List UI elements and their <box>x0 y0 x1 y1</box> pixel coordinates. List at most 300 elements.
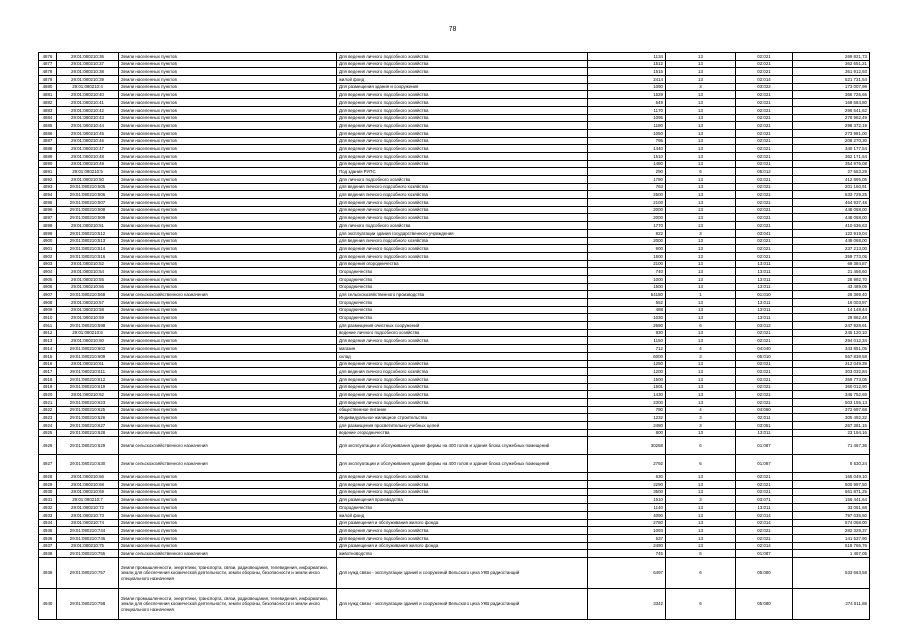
area-cell: 1510 <box>588 152 666 160</box>
area-cell: 488 <box>588 306 666 314</box>
land-category-cell: Земли промышленности, энергетики, транспорта, связи, радиовещания, телевидения, информатики, земли для обеспечения космической деятельности, земли обороны, безопасности и земли иного специального назначения <box>119 557 337 588</box>
cadastral-number-cell: 29:01:080210:38 <box>57 68 119 76</box>
land-category-cell: Земли населенных пунктов <box>119 527 337 535</box>
table-row <box>39 496 870 504</box>
cadastral-number-cell: 29:01:080210:61 <box>57 360 119 368</box>
permitted-use-cell: животноводство <box>337 550 588 558</box>
permitted-use-cell: Для ведения личного подсобного хозяйства <box>337 398 588 406</box>
row-number-cell: 4936 <box>39 534 57 542</box>
land-category-cell: Земли населенных пунктов <box>119 299 337 307</box>
row-number-cell: 4880 <box>39 83 57 91</box>
permitted-use-cell: Для нужд связи - эксплуатации зданий и сооружений Вельского цеха УКВ радиостанций <box>337 557 588 588</box>
cadastral-value-cell: 23 194,16 <box>793 429 870 437</box>
group-cell: 13 <box>666 129 736 137</box>
table-row <box>39 511 870 519</box>
permitted-use-cell: Огородничество <box>337 306 588 314</box>
row-number-cell: 4885 <box>39 122 57 130</box>
use-code-cell: 13:011 <box>736 306 793 314</box>
row-number-cell: 4895 <box>39 199 57 207</box>
land-category-cell: Земли сельскохозяйственного назначения <box>119 437 337 455</box>
cadastral-value-cell: 1 467,05 <box>793 550 870 558</box>
cadastral-value-cell: 343 851,05 <box>793 345 870 353</box>
land-category-cell: Земли населенных пунктов <box>119 368 337 376</box>
table-row <box>39 422 870 430</box>
table-row <box>39 345 870 353</box>
land-category-cell: Земли населенных пунктов <box>119 176 337 184</box>
land-category-cell: Земли населенных пунктов <box>119 53 337 61</box>
use-code-cell: 02:021 <box>736 337 793 345</box>
table-row <box>39 588 870 619</box>
land-category-cell: Земли населенных пунктов <box>119 222 337 230</box>
area-cell: 1095 <box>588 114 666 122</box>
land-category-cell: Земли населенных пунктов <box>119 252 337 260</box>
land-category-cell: Земли населенных пунктов <box>119 398 337 406</box>
group-cell: 13 <box>666 283 736 291</box>
group-cell: 13 <box>666 391 736 399</box>
use-code-cell: 02:011 <box>736 414 793 422</box>
group-cell: 1 <box>666 291 736 299</box>
row-number-cell: 4939 <box>39 557 57 588</box>
land-category-cell: Земли промышленности, энергетики, транспорта, связи, радиовещания, телевидения, информатики, земли для обеспечения космической деятельности, земли обороны, безопасности и земли иного специального назначения <box>119 588 337 619</box>
land-category-cell: Земли населенных пунктов <box>119 206 337 214</box>
table-row <box>39 314 870 322</box>
cadastral-number-cell: 29:01:080210:755 <box>57 550 119 558</box>
cadastral-value-cell: 661 871,25 <box>793 488 870 496</box>
permitted-use-cell: Для ведения личного подсобного хозяйства <box>337 199 588 207</box>
land-category-cell: Земли населенных пунктов <box>119 391 337 399</box>
permitted-use-cell: Для ведения личного подсобного хозяйства <box>337 488 588 496</box>
permitted-use-cell: Для ведения личного подсобного хозяйства <box>337 129 588 137</box>
use-code-cell: 13:011 <box>736 260 793 268</box>
use-code-cell: 03:012 <box>736 322 793 330</box>
group-cell: 13 <box>666 245 736 253</box>
row-number-cell: 4915 <box>39 352 57 360</box>
use-code-cell: 02:021 <box>736 488 793 496</box>
row-number-cell: 4917 <box>39 368 57 376</box>
cadastral-number-cell: 29:01:080210:52 <box>57 260 119 268</box>
use-code-cell: 02:021 <box>736 398 793 406</box>
cadastral-number-cell: 29:01:080210:59 <box>57 314 119 322</box>
table-row <box>39 391 870 399</box>
permitted-use-cell: Для ведения личного подсобного хозяйства <box>337 122 588 130</box>
row-number-cell: 4897 <box>39 214 57 222</box>
permitted-use-cell: Для ведения личного подсобного хозяйства <box>337 160 588 168</box>
cadastral-value-cell: 298 372,19 <box>793 122 870 130</box>
cadastral-number-cell: 29:01:080210:619 <box>57 383 119 391</box>
area-cell: 1515 <box>588 68 666 76</box>
permitted-use-cell: Для ведения личного подсобного хозяйства <box>337 391 588 399</box>
cadastral-number-cell: 29:01:080210:40 <box>57 91 119 99</box>
cadastral-number-cell: 29:01:080210:746 <box>57 534 119 542</box>
use-code-cell: 02:021 <box>736 199 793 207</box>
permitted-use-cell: Для ведения личного подсобного хозяйства <box>337 137 588 145</box>
cadastral-number-cell: 29:01:080210:506 <box>57 191 119 199</box>
area-cell: 2290 <box>588 481 666 489</box>
use-code-cell: 02:021 <box>736 122 793 130</box>
table-row <box>39 375 870 383</box>
group-cell: 13 <box>666 237 736 245</box>
area-cell: 1134 <box>588 53 666 61</box>
permitted-use-cell: жилой фонд <box>337 76 588 84</box>
land-category-cell: Земли населенных пунктов <box>119 414 337 422</box>
row-number-cell: 4926 <box>39 437 57 455</box>
area-cell: 740 <box>588 268 666 276</box>
land-category-cell: Земли населенных пунктов <box>119 345 337 353</box>
row-number-cell: 4881 <box>39 91 57 99</box>
row-number-cell: 4879 <box>39 76 57 84</box>
cadastral-number-cell: 29:01:080210:57 <box>57 299 119 307</box>
cadastral-number-cell: 29:01:080210:626 <box>57 414 119 422</box>
use-code-cell: 02:021 <box>736 360 793 368</box>
land-category-cell: Земли населенных пунктов <box>119 137 337 145</box>
permitted-use-cell: Для эксплуатации и обслуживания здания фермы на 400 голов и здания блока служебных помещений <box>337 455 588 473</box>
permitted-use-cell: для ведения личного подсобного хозяйства <box>337 191 588 199</box>
area-cell: 4090 <box>588 511 666 519</box>
table-row <box>39 322 870 330</box>
cadastral-number-cell: 29:01:080210:516 <box>57 252 119 260</box>
area-cell: 2480 <box>588 422 666 430</box>
group-cell: 13 <box>666 519 736 527</box>
row-number-cell: 4912 <box>39 329 57 337</box>
row-number-cell: 4909 <box>39 306 57 314</box>
cadastral-value-cell: 267 381,15 <box>793 422 870 430</box>
cadastral-value-cell: 359 773,05 <box>793 375 870 383</box>
permitted-use-cell: Огородничество <box>337 283 588 291</box>
area-cell: 1500 <box>588 252 666 260</box>
cadastral-number-cell: 29:01:080210:627 <box>57 422 119 430</box>
area-cell: 1170 <box>588 106 666 114</box>
land-category-cell: Земли населенных пунктов <box>119 245 337 253</box>
cadastral-number-cell: 29:01:080210:625 <box>57 406 119 414</box>
row-number-cell: 4905 <box>39 275 57 283</box>
land-category-cell: Земли населенных пунктов <box>119 481 337 489</box>
cadastral-number-cell: 29:01:080210:44 <box>57 122 119 130</box>
table-row <box>39 414 870 422</box>
group-cell: 13 <box>666 534 736 542</box>
row-number-cell: 4906 <box>39 283 57 291</box>
row-number-cell: 4899 <box>39 229 57 237</box>
cadastral-value-cell: 21 456,60 <box>793 268 870 276</box>
table-row <box>39 83 870 91</box>
use-code-cell: 02:021 <box>736 191 793 199</box>
land-category-cell: Земли населенных пунктов <box>119 260 337 268</box>
land-category-cell: Земли населенных пунктов <box>119 76 337 84</box>
cadastral-value-cell: 518 765,76 <box>793 542 870 550</box>
group-cell: 4 <box>666 406 736 414</box>
group-cell: 13 <box>666 275 736 283</box>
use-code-cell: 04:040 <box>736 345 793 353</box>
cadastral-value-cell: 69 384,87 <box>793 260 870 268</box>
table-row <box>39 455 870 473</box>
group-cell: 13 <box>666 398 736 406</box>
permitted-use-cell: Для эксплуатации и обслуживания здания фермы на 400 голов и здания блока служебных помещений <box>337 437 588 455</box>
land-category-cell: Земли сельскохозяйственного назначения <box>119 455 337 473</box>
cadastral-number-cell: 29:01:080210:46 <box>57 137 119 145</box>
cadastral-value-cell: 173 007,99 <box>793 83 870 91</box>
permitted-use-cell: для сельскохозяйственного производства <box>337 291 588 299</box>
group-cell: 13 <box>666 76 736 84</box>
group-cell: 6 <box>666 588 736 619</box>
use-code-cell: 02:021 <box>736 206 793 214</box>
table-row <box>39 406 870 414</box>
table-row <box>39 145 870 153</box>
group-cell: 13 <box>666 360 736 368</box>
group-cell: 13 <box>666 375 736 383</box>
table-row <box>39 229 870 237</box>
cadastral-number-cell: 29:01:080210:758 <box>57 588 119 619</box>
area-cell: 2000 <box>588 206 666 214</box>
permitted-use-cell: Для размещения производства <box>337 496 588 504</box>
use-code-cell: 01:010 <box>736 291 793 299</box>
use-code-cell: 03:041 <box>736 229 793 237</box>
row-number-cell: 4935 <box>39 527 57 535</box>
permitted-use-cell: магазин <box>337 345 588 353</box>
cadastral-number-cell: 29:01:080210:744 <box>57 527 119 535</box>
table-row <box>39 283 870 291</box>
group-cell: 13 <box>666 214 736 222</box>
use-code-cell: 05:080 <box>736 588 793 619</box>
row-number-cell: 4884 <box>39 114 57 122</box>
permitted-use-cell: Для размещения и обслуживания жилого фонда <box>337 542 588 550</box>
group-cell: 3 <box>666 414 736 422</box>
group-cell: 13 <box>666 429 736 437</box>
land-category-cell: Земли населенных пунктов <box>119 191 337 199</box>
land-category-cell: Земли населенных пунктов <box>119 473 337 481</box>
cadastral-value-cell: 366 726,66 <box>793 91 870 99</box>
cadastral-number-cell: 29:01:080210:66 <box>57 473 119 481</box>
group-cell: 13 <box>666 252 736 260</box>
use-code-cell: 02:021 <box>736 145 793 153</box>
use-code-cell: 05:080 <box>736 557 793 588</box>
permitted-use-cell: Огородничество <box>337 268 588 276</box>
permitted-use-cell: Для ведения личного подсобного хозяйства <box>337 206 588 214</box>
area-cell: 900 <box>588 245 666 253</box>
area-cell: 2690 <box>588 322 666 330</box>
land-category-cell: Земли сельскохозяйственного назначения <box>119 291 337 299</box>
cadastral-value-cell: 305 492,32 <box>793 414 870 422</box>
use-code-cell: 03:022 <box>736 83 793 91</box>
table-row <box>39 214 870 222</box>
cadastral-number-cell: 29:01:080210:58 <box>57 306 119 314</box>
group-cell: 3 <box>666 352 736 360</box>
use-code-cell: 04:060 <box>736 406 793 414</box>
area-cell: 1480 <box>588 160 666 168</box>
permitted-use-cell: Для ведения личного подсобного хозяйства <box>337 152 588 160</box>
group-cell: 13 <box>666 145 736 153</box>
cadastral-number-cell: 29:01:080210:623 <box>57 398 119 406</box>
area-cell: 2000 <box>588 214 666 222</box>
row-number-cell: 4908 <box>39 299 57 307</box>
table-row <box>39 329 870 337</box>
row-number-cell: 4910 <box>39 314 57 322</box>
use-code-cell: 02:021 <box>736 473 793 481</box>
cadastral-number-cell: 29:01:080210:50 <box>57 176 119 184</box>
group-cell: 13 <box>666 268 736 276</box>
land-category-cell: Земли населенных пунктов <box>119 214 337 222</box>
cadastral-value-cell: 156 441,64 <box>793 496 870 504</box>
land-category-cell: Земли населенных пунктов <box>119 60 337 68</box>
row-number-cell: 4907 <box>39 291 57 299</box>
land-category-cell: Земли населенных пунктов <box>119 268 337 276</box>
cadastral-number-cell: 29:01:080210:62 <box>57 391 119 399</box>
land-category-cell: Земли сельскохозяйственного назначения <box>119 550 337 558</box>
group-cell: 3 <box>666 229 736 237</box>
use-code-cell: 13:011 <box>736 268 793 276</box>
land-category-cell: Земли населенных пунктов <box>119 122 337 130</box>
group-cell: 13 <box>666 53 736 61</box>
row-number-cell: 4940 <box>39 588 57 619</box>
use-code-cell: 02:014 <box>736 519 793 527</box>
table-row <box>39 245 870 253</box>
group-cell: 6 <box>666 437 736 455</box>
cadastral-value-cell: 448 068,00 <box>793 214 870 222</box>
permitted-use-cell: Для ведения личного подсобного хозяйства <box>337 534 588 542</box>
permitted-use-cell: общественное питание <box>337 406 588 414</box>
area-cell: 1000 <box>588 275 666 283</box>
permitted-use-cell: Для ведения личного подсобного хозяйства <box>337 473 588 481</box>
use-code-cell: 02:021 <box>736 137 793 145</box>
cadastral-value-cell: 362 651,21 <box>793 60 870 68</box>
permitted-use-cell: Для ведения личного подсобного хозяйства <box>337 145 588 153</box>
land-category-cell: Земли населенных пунктов <box>119 183 337 191</box>
use-code-cell: 03:051 <box>736 422 793 430</box>
row-number-cell: 4931 <box>39 496 57 504</box>
table-row <box>39 53 870 61</box>
permitted-use-cell: Для ведения личного подсобного хозяйства <box>337 337 588 345</box>
cadastral-value-cell: 521 731,54 <box>793 76 870 84</box>
group-cell: 13 <box>666 68 736 76</box>
area-cell: 2500 <box>588 191 666 199</box>
land-category-cell: Земли населенных пунктов <box>119 229 337 237</box>
area-cell: 2490 <box>588 542 666 550</box>
land-category-cell: Земли населенных пунктов <box>119 422 337 430</box>
area-cell: 712 <box>588 345 666 353</box>
row-number-cell: 4876 <box>39 53 57 61</box>
use-code-cell: 13:011 <box>736 314 793 322</box>
group-cell: 13 <box>666 114 736 122</box>
area-cell: 1430 <box>588 391 666 399</box>
row-number-cell: 4882 <box>39 99 57 107</box>
land-category-cell: Земли населенных пунктов <box>119 519 337 527</box>
permitted-use-cell: ведение огородничества <box>337 429 588 437</box>
area-cell: 795 <box>588 137 666 145</box>
row-number-cell: 4894 <box>39 191 57 199</box>
land-category-cell: Земли населенных пунктов <box>119 375 337 383</box>
cadastral-number-cell: 29:01:080210:628 <box>57 429 119 437</box>
group-cell: 13 <box>666 314 736 322</box>
land-category-cell: Земли населенных пунктов <box>119 329 337 337</box>
permitted-use-cell: Для размещения здания и сооружения <box>337 83 588 91</box>
cadastral-number-cell: 29:01:080210:43 <box>57 114 119 122</box>
area-cell: 1050 <box>588 129 666 137</box>
table-row <box>39 519 870 527</box>
area-cell: 1150 <box>588 337 666 345</box>
area-cell: 1501 <box>588 383 666 391</box>
land-category-cell: Земли населенных пунктов <box>119 542 337 550</box>
group-cell: 13 <box>666 504 736 512</box>
area-cell: 54180 <box>588 291 666 299</box>
land-category-cell: Земли населенных пунктов <box>119 504 337 512</box>
area-cell: 290 <box>588 168 666 176</box>
table-row <box>39 91 870 99</box>
permitted-use-cell: Огородничество <box>337 275 588 283</box>
area-cell: 800 <box>588 429 666 437</box>
cadastral-number-cell: 29:01:080210:42 <box>57 106 119 114</box>
permitted-use-cell: Для ведения личного подсобного хозяйства <box>337 68 588 76</box>
cadastral-number-cell: 29:01:080210:568 <box>57 291 119 299</box>
cadastral-number-cell: 29:01:080210:4 <box>57 83 119 91</box>
area-cell: 2780 <box>588 519 666 527</box>
cadastral-number-cell: 29:01:080210:39 <box>57 76 119 84</box>
land-category-cell: Земли населенных пунктов <box>119 168 337 176</box>
table-row <box>39 437 870 455</box>
permitted-use-cell: Для ведения личного подсобного хозяйства <box>337 527 588 535</box>
land-category-cell: Земли населенных пунктов <box>119 152 337 160</box>
permitted-use-cell: Под здания РУПС <box>337 168 588 176</box>
cadastral-number-cell: 29:01:080210:45 <box>57 129 119 137</box>
cadastral-value-cell: 464 937,48 <box>793 199 870 207</box>
row-number-cell: 4937 <box>39 542 57 550</box>
land-category-cell: Земли населенных пунктов <box>119 99 337 107</box>
table-row <box>39 183 870 191</box>
group-cell: 13 <box>666 337 736 345</box>
use-code-cell: 02:021 <box>736 245 793 253</box>
row-number-cell: 4900 <box>39 237 57 245</box>
table-row <box>39 275 870 283</box>
cadastral-value-cell: 448 068,00 <box>793 206 870 214</box>
row-number-cell: 4904 <box>39 268 57 276</box>
cadastral-number-cell: 29:01:080210:69 <box>57 488 119 496</box>
land-category-cell: Земли населенных пунктов <box>119 275 337 283</box>
row-number-cell: 4922 <box>39 406 57 414</box>
land-category-cell: Земли населенных пунктов <box>119 383 337 391</box>
use-code-cell: 02:021 <box>736 527 793 535</box>
permitted-use-cell: Огородничество <box>337 504 588 512</box>
group-cell: 13 <box>666 306 736 314</box>
cadastral-value-cell: 208 270,30 <box>793 137 870 145</box>
table-row <box>39 268 870 276</box>
use-code-cell: 02:021 <box>736 106 793 114</box>
cadastral-value-cell: 533 663,58 <box>793 557 870 588</box>
table-row <box>39 534 870 542</box>
cadastral-number-cell: 29:01:080210:41 <box>57 99 119 107</box>
row-number-cell: 4903 <box>39 260 57 268</box>
cadastral-number-cell: 29:01:080210:36 <box>57 53 119 61</box>
cadastral-number-cell: 29:01:080210:512 <box>57 229 119 237</box>
group-cell: 13 <box>666 122 736 130</box>
cadastral-value-cell: 412 895,05 <box>793 176 870 184</box>
cadastral-value-cell: 28 992,70 <box>793 275 870 283</box>
land-category-cell: Земли населенных пунктов <box>119 488 337 496</box>
group-cell: 13 <box>666 160 736 168</box>
table-row <box>39 122 870 130</box>
table-row <box>39 488 870 496</box>
group-cell: 13 <box>666 383 736 391</box>
permitted-use-cell: Для личного подсобного хозяйства <box>337 222 588 230</box>
group-cell: 13 <box>666 176 736 184</box>
permitted-use-cell: Индивидуальное жилищное строительство <box>337 414 588 422</box>
table-row <box>39 199 870 207</box>
cadastral-number-cell: 29:01:080210:507 <box>57 199 119 207</box>
land-category-cell: Земли населенных пунктов <box>119 496 337 504</box>
land-category-cell: Земли населенных пунктов <box>119 283 337 291</box>
cadastral-number-cell: 29:01:080210:757 <box>57 557 119 588</box>
row-number-cell: 4925 <box>39 429 57 437</box>
use-code-cell: 02:021 <box>736 99 793 107</box>
land-category-cell: Земли населенных пунктов <box>119 106 337 114</box>
area-cell: 1250 <box>588 360 666 368</box>
group-cell: 3 <box>666 422 736 430</box>
